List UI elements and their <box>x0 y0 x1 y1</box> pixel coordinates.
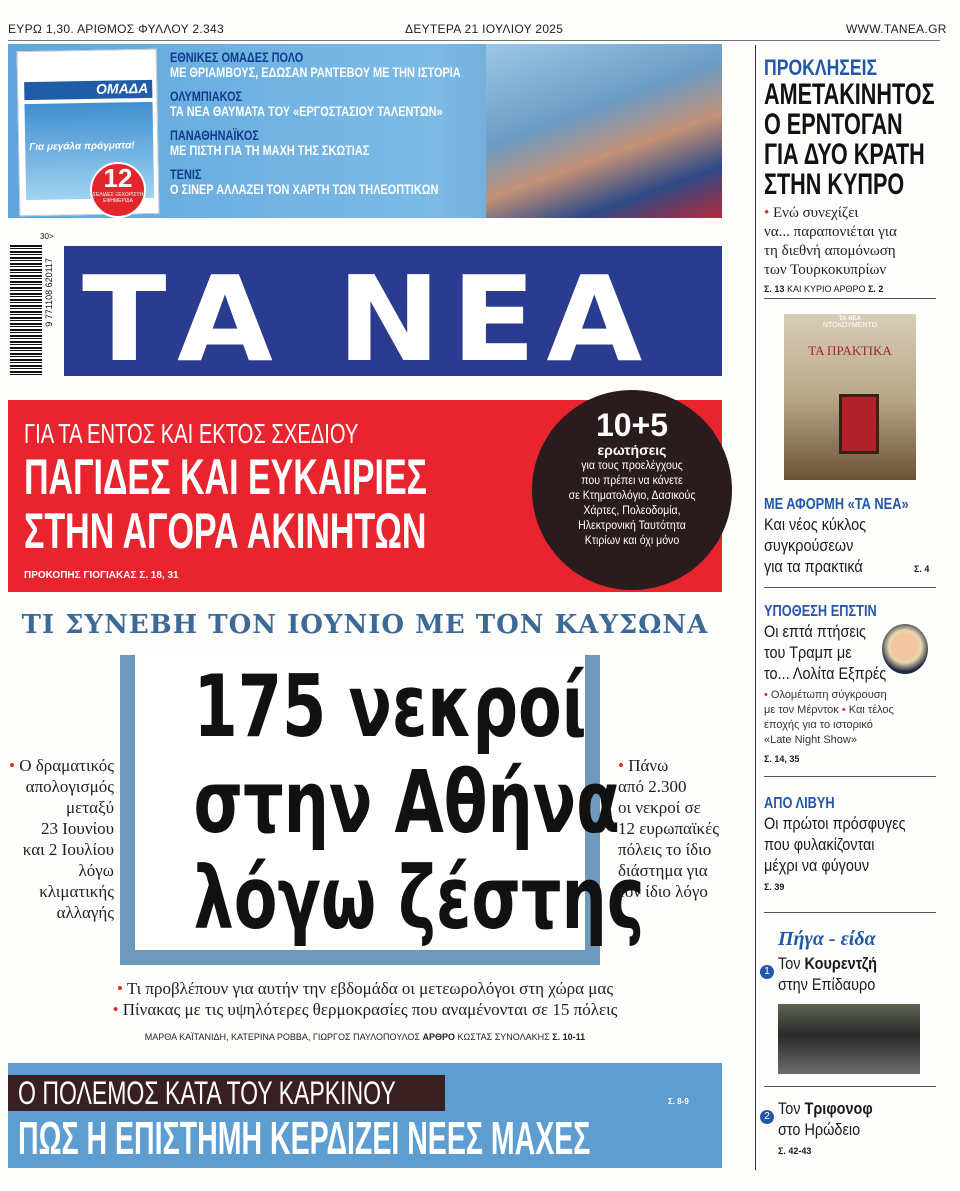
barcode <box>10 245 42 375</box>
sports-title[interactable]: ΤΑ ΝΕΑ ΘΑΥΜΑΤΑ ΤΟΥ «ΕΡΓΟΣΤΑΣΙΟΥ ΤΑΛΕΝΤΩΝ» <box>170 103 443 119</box>
praktika-image: ΤΑ ΝΕΑ ΝΤΟΚΟΥΜΕΝΤΟ ΤΑ ΠΡΑΚΤΙΚΑ <box>784 314 916 480</box>
divider <box>764 298 936 299</box>
number-1-icon: 1 <box>760 965 774 979</box>
lead-kicker: ΤΙ ΣΥΝΕΒΗ ΤΟΝ ΙΟΥΝΙΟ ΜΕ ΤΟΝ ΚΑΥΣΩΝΑ <box>21 610 709 640</box>
divider <box>764 1086 936 1087</box>
cancer-pages: Σ. 8-9 <box>668 1097 689 1106</box>
circle-line: Χάρτες, Πολεοδομία, <box>583 503 681 517</box>
circle-line: σε Κτηματολόγιο, Δασικούς <box>568 488 696 502</box>
trump-photo <box>882 624 928 674</box>
number-2-icon: 2 <box>760 1110 774 1124</box>
sidebar-epstein[interactable]: ΥΠΟΘΕΣΗ ΕΠΣΤΙΝ Οι επτά πτήσεις του Τραμπ με το... Λολίτα Εξπρές • Ολομέτωπη σύγκρουση με τον Μέρντοκ • Και τέλος εποχής για το ιστορικό «Late Night Show» Σ. 14, 35 <box>764 603 894 764</box>
pages-badge <box>90 162 146 218</box>
badge-text: ΣΕΛΙΔΕΣ ΞΕΧΩΡΙΣΤΗ ΕΦΗΜΕΡΙΔΑ <box>92 192 144 204</box>
story-headline-2: ΣΤΗΝ ΑΓΟΡΑ ΑΚΙΝΗΤΩΝ <box>24 503 427 559</box>
headline-line: στην Αθήνα <box>193 753 620 853</box>
bullet-icon: • <box>9 756 20 775</box>
masthead <box>64 246 722 388</box>
story-kicker: ΓΙΑ ΤΑ ΕΝΤΟΣ ΚΑΙ ΕΚΤΟΣ ΣΧΕΔΙΟΥ <box>24 418 359 449</box>
divider <box>764 912 936 913</box>
lead-bullets: • Τι προβλέπουν για αυτήν την εβδομάδα οι μετεωρολόγοι στη χώρα μας • Πίνακας με τις υψηλότερες θερμοκρασίες που αναμένονται σε 15 πόλεις <box>112 979 618 1019</box>
column-divider <box>755 45 756 1170</box>
concert-photo <box>778 1004 920 1074</box>
website-link[interactable]: WWW.TANEA.GR <box>846 22 947 36</box>
bullet-text: Πίνακας με τις υψηλότερες θερμοκρασίες που αναμένονται σε 15 πόλεις <box>122 1000 618 1019</box>
sidebar-libya[interactable]: ΑΠΟ ΛΙΒΥΗ Οι πρώτοι πρόσφυγες που φυλακίζονται μέχρι να φύγουν Σ. 39 <box>764 795 906 892</box>
story-byline: ΠΡΟΚΟΠΗΣ ΓΙΟΓΙΑΚΑΣ Σ. 18, 31 <box>24 570 179 581</box>
right-blurb: • Πάνω από 2.300 οι νεκροί σε 12 ευρωπαϊκές πόλεις το ίδιο διάστημα για τον ίδιο λόγο <box>618 756 719 901</box>
questions-number: 10+5 <box>595 407 669 443</box>
price-issue: ΕΥΡΩ 1,30. ΑΡΙΘΜΟΣ ΦΥΛΛΟΥ 2.343 <box>8 22 224 36</box>
cancer-kicker: Ο ΠΟΛΕΜΟΣ ΚΑΤΑ ΤΟΥ ΚΑΡΚΙΝΟΥ <box>18 1075 396 1111</box>
cancer-title: ΠΩΣ Η ΕΠΙΣΤΗΜΗ ΚΕΡΔΙΖΕΙ ΝΕΕΣ ΜΑΧΕΣ <box>18 1112 591 1164</box>
masthead-logo: ΤΑ ΝΕΑ <box>82 250 653 388</box>
sports-kicker: ΤΕΝΙΣ <box>170 166 202 182</box>
supplement-caption: Για μεγάλα πράγματα! <box>29 140 135 154</box>
sports-title[interactable]: ΜΕ ΘΡΙΑΜΒΟΥΣ, ΕΔΩΣΑΝ ΡΑΝΤΕΒΟΥ ΜΕ ΤΗΝ ΙΣΤΟΡΙΑ <box>170 64 461 80</box>
sidebar-piga-2[interactable]: 2 Τον Τριφονοφ στο Ηρώδειο Σ. 42-43 <box>764 1098 936 1156</box>
divider <box>764 587 936 588</box>
left-blurb: • Ο δραματικός απολογισμός μεταξύ 23 Ιουνίου και 2 Ιουλίου λόγω κλιματικής αλλαγής <box>9 756 114 922</box>
sports-kicker: ΟΛΥΜΠΙΑΚΟΣ <box>170 88 243 104</box>
story-headline-1: ΠΑΓΙΔΕΣ ΚΑΙ ΕΥΚΑΙΡΙΕΣ <box>24 449 428 505</box>
questions-word: ερωτήσεις <box>597 442 667 458</box>
sidebar-piga-eida[interactable]: Πήγα - είδα 1 Τον Κουρεντζή στην Επίδαυρο <box>764 928 936 995</box>
sports-title[interactable]: ΜΕ ΠΙΣΤΗ ΓΙΑ ΤΗ ΜΑΧΗ ΤΗΣ ΣΚΩΤΙΑΣ <box>170 142 370 158</box>
bullet-text: Τι προβλέπουν για αυτήν την εβδομάδα οι μετεωρολόγοι στη χώρα μας <box>126 979 614 998</box>
circle-line: Ηλεκτρονική Ταυτότητα <box>578 518 686 532</box>
circle-line: για τους προελέγχους <box>581 458 683 472</box>
barcode-addon: 30> <box>40 232 54 241</box>
headline-line: 175 νεκροί <box>193 657 587 757</box>
cancer-story[interactable] <box>8 1063 722 1168</box>
divider <box>764 776 936 777</box>
sports-supplement-banner[interactable] <box>8 44 722 218</box>
sports-kicker: ΠΑΝΑΘΗΝΑΪΚΟΣ <box>170 127 259 143</box>
barcode-number: 9 771108 620117 <box>44 258 54 327</box>
supplement-name: ΟΜΑΔΑ <box>24 80 152 100</box>
sidebar-cyprus[interactable]: ΠΡΟΚΛΗΣΕΙΣ ΑΜΕΤΑΚΙΝΗΤΟΣ Ο ΕΡΝΤΟΓΑΝ ΓΙΑ ΔΥΟ ΚΡΑΤΗ ΣΤΗΝ ΚΥΠΡΟ • Ενώ συνεχίζει να... παραπονιέται για τη διεθνή απομόνωση των Τουρκοκυπρίων Σ. 13 ΚΑΙ ΚΥΡΙΟ ΑΡΘΡΟ Σ. 2 <box>764 55 935 294</box>
players-photo <box>486 44 722 218</box>
lead-byline: ΜΑΡΘΑ ΚΑΪΤΑΝΙΔΗ, ΚΑΤΕΡΙΝΑ ΡΟΒΒΑ, ΓΙΩΡΓΟΣ ΠΑΥΛΟΠΟΥΛΟΣ ΑΡΘΡΟ ΚΩΣΤΑΣ ΣΥΝΟΛΑΚΗΣ Σ. 10-11 <box>144 1032 586 1042</box>
badge-number: 12 <box>103 163 133 193</box>
sidebar-kicker: ΠΡΟΚΛΗΣΕΙΣ <box>764 55 878 80</box>
sports-title[interactable]: Ο ΣΙΝΕΡ ΑΛΛΑΖΕΙ ΤΟΝ ΧΑΡΤΗ ΤΩΝ ΤΗΛΕΟΠΤΙΚΩΝ <box>170 181 439 197</box>
bullet-icon: • <box>618 756 629 775</box>
circle-line: που πρέπει να κάνετε <box>581 473 683 487</box>
divider <box>8 40 940 41</box>
circle-line: Κτιρίων και όχι μόνο <box>584 533 680 547</box>
sports-kicker: ΕΘΝΙΚΕΣ ΟΜΑΔΕΣ ΠΟΛΟ <box>170 49 304 65</box>
headline-line: λόγω ζέστης <box>193 849 645 949</box>
lead-headline[interactable] <box>135 655 645 950</box>
questions-circle <box>532 390 732 590</box>
sidebar-praktika[interactable]: ΜΕ ΑΦΟΡΜΗ «ΤΑ ΝΕΑ» Και νέος κύκλος συγκρούσεων για τα πρακτικά Σ. 4 <box>764 496 930 576</box>
date: ΔΕΥΤΕΡΑ 21 ΙΟΥΛΙΟΥ 2025 <box>405 22 564 36</box>
